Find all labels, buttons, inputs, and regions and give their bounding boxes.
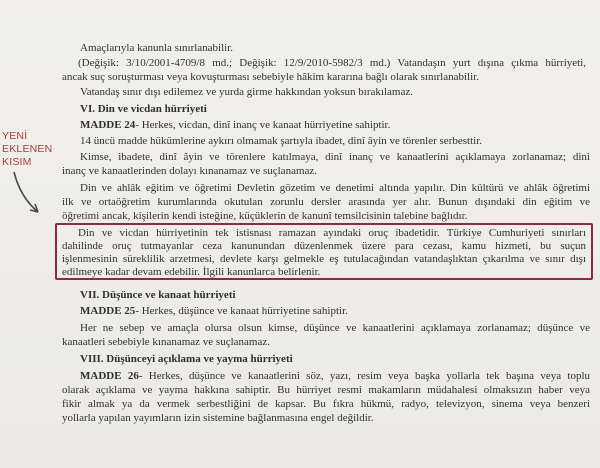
- section-heading-vi: VI. Din ve vicdan hürriyeti: [80, 103, 207, 115]
- side-note-line-3: KISIM: [2, 156, 32, 168]
- text-line: ilk ve ortaöğretim kurumlarında okutulan zorunlu dersler arasında yer alır. Bunun dışındaki din eğitim ve: [62, 196, 590, 208]
- article-24-text: - Herkes, vicdan, dinî inanç ve kanaat hürriyetine sahiptir.: [135, 119, 391, 131]
- text-line: Din ve ahlâk eğitim ve öğretimi Devletin gözetim ve denetimi altında yapılır. Din kültürü ve ahlâk öğretimi: [80, 182, 590, 194]
- side-note-line-2: EKLENEN: [2, 143, 53, 155]
- text-line: öğretimi ancak, kişilerin kendi isteğine, küçüklerin de kanunî temsilcisinin talebine bağlıdır.: [62, 210, 468, 222]
- section-heading-viii: VIII. Düşünceyi açıklama ve yayma hürriyeti: [80, 353, 293, 365]
- added-section-line: dahilinde oruç tutmayanlar ceza kanunundan düzenlenmek üzere para cezası, kamu hizmeti, bu suçun: [62, 240, 586, 252]
- article-25-text: - Herkes, düşünce ve kanaat hürriyetine sahiptir.: [135, 305, 348, 317]
- added-section-line: edilmeye kadar devam edebilir. İlgili kanunlarca belirlenir.: [62, 266, 321, 278]
- text-line: olarak açıklama ve yayma hakkına sahiptir. Bu hürriyet resmi makamların müdahalesi olmaksızın haber veya: [62, 384, 590, 396]
- article-25-number: MADDE 25: [80, 305, 136, 317]
- text-line: yollarla yapılan yayımların izin sistemine bağlanmasına engel değildir.: [62, 412, 374, 424]
- text-line: Amaçlarıyla kanunla sınırlanabilir.: [80, 42, 234, 54]
- article-26-number: MADDE 26: [80, 370, 139, 382]
- text-line: (Değişik: 3/10/2001-4709/8 md.; Değişik: 12/9/2010-5982/3 md.) Vatandaşın yurt dışına çıkma hürriyeti,: [78, 57, 586, 69]
- added-section-line: işlenmesinin süreklilik arzetmesi, devlete karşı gelmekle eş tutulacağından vatandaşlıktan çıkarılma ve sınır dışı: [62, 253, 586, 265]
- text-line: Her ne sebep ve amaçla olursa olsun kimse, düşünce ve kanaatlerini açıklamaya zorlanamaz; düşünce ve: [80, 322, 590, 334]
- text-line: kanaatleri sebebiyle kınanamaz ve suçlanamaz.: [62, 336, 270, 348]
- article-26-line: [80, 370, 590, 383]
- text-line: Kimse, ibadete, dinî âyin ve törenlere katılmaya, dinî inanç ve kanaatlerini açıklamaya zorlanamaz; dini: [80, 151, 590, 163]
- article-24-number: MADDE 24: [80, 119, 136, 131]
- article-25-line: [80, 305, 348, 318]
- text-line: inanç ve kanaatlerinden dolayı kınanamaz ve suçlanamaz.: [62, 165, 318, 177]
- article-24-line: [80, 119, 390, 132]
- text-line: fikir almak ya da vermek serbestliğini de kapsar. Bu fıkra hükmü, radyo, televizyon, sinema veya benzeri: [62, 398, 590, 410]
- text-line: Vatandaş sınır dışı edilemez ve yurda girme hakkından yoksun bırakılamaz.: [80, 86, 413, 98]
- section-heading-vii: VII. Düşünce ve kanaat hürriyeti: [80, 289, 236, 301]
- text-line: 14 üncü madde hükümlerine aykırı olmamak şartıyla ibadet, dinî âyin ve törenler serbesttir.: [80, 135, 482, 147]
- article-26-text: - Herkes, düşünce ve kanaatlerini söz, yazı, resim veya başka yollarla tek başına veya toplu: [138, 370, 590, 382]
- text-line: ancak suç soruşturması veya kovuşturması sebebiyle hâkim kararına bağlı olarak sınırlanabilir.: [62, 71, 479, 83]
- side-note-line-1: YENİ: [2, 130, 28, 142]
- added-section-line: Din ve vicdan hürriyetinin tek istisnası ramazan ayındaki oruç ibadetidir. Türkiye Cumhuriyeti sınırları: [78, 227, 586, 239]
